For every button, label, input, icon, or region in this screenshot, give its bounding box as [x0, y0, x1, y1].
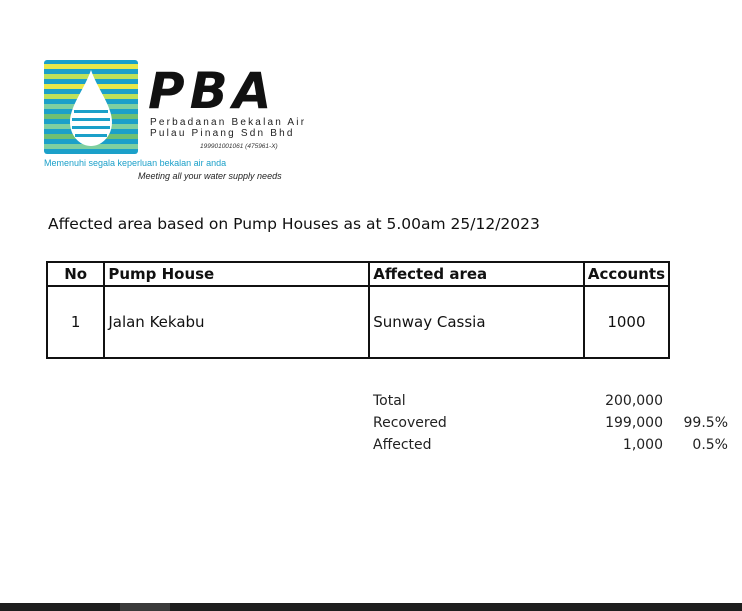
header-no: No [47, 262, 104, 286]
company-name-line1: Perbadanan Bekalan Air [150, 117, 307, 128]
summary-percent-affected: 0.5% [692, 437, 728, 453]
registration-number: 199901001061 (475961-X) [200, 143, 278, 150]
summary-label-total: Total [373, 393, 406, 409]
summary-value-recovered: 199,000 [605, 415, 663, 431]
summary-percents [668, 390, 728, 456]
brand-name: PBA [148, 62, 277, 120]
summary-labels [373, 390, 447, 456]
table-header-row [47, 262, 669, 286]
company-name-line2: Pulau Pinang Sdn Bhd [150, 128, 295, 139]
header-affected-area: Affected area [369, 262, 584, 286]
summary-label-recovered: Recovered [373, 415, 447, 431]
bottom-edge-bar [0, 603, 742, 611]
cell-accounts: 1000 [584, 286, 669, 358]
summary-value-affected: 1,000 [622, 437, 663, 453]
summary-values [560, 390, 663, 456]
pump-house-table [46, 261, 670, 359]
cell-no: 1 [47, 286, 104, 358]
summary-percent-total [668, 390, 728, 412]
table-row [47, 286, 669, 358]
summary-value-total: 200,000 [605, 393, 663, 409]
cell-pump-house: Jalan Kekabu [104, 286, 369, 358]
summary-label-affected: Affected [373, 437, 432, 453]
cell-affected-area: Sunway Cassia [369, 286, 584, 358]
water-drop-logo-icon [44, 60, 138, 154]
pba-logo [44, 60, 138, 154]
tagline-english: Meeting all your water supply needs [138, 171, 282, 181]
tagline-malay: Memenuhi segala keperluan bekalan air anda [44, 158, 227, 168]
header-pump-house: Pump House [104, 262, 369, 286]
report-heading: Affected area based on Pump Houses as at 5.00am 25/12/2023 [48, 215, 540, 233]
header-accounts: Accounts [584, 262, 669, 286]
summary-percent-recovered: 99.5% [683, 415, 728, 431]
